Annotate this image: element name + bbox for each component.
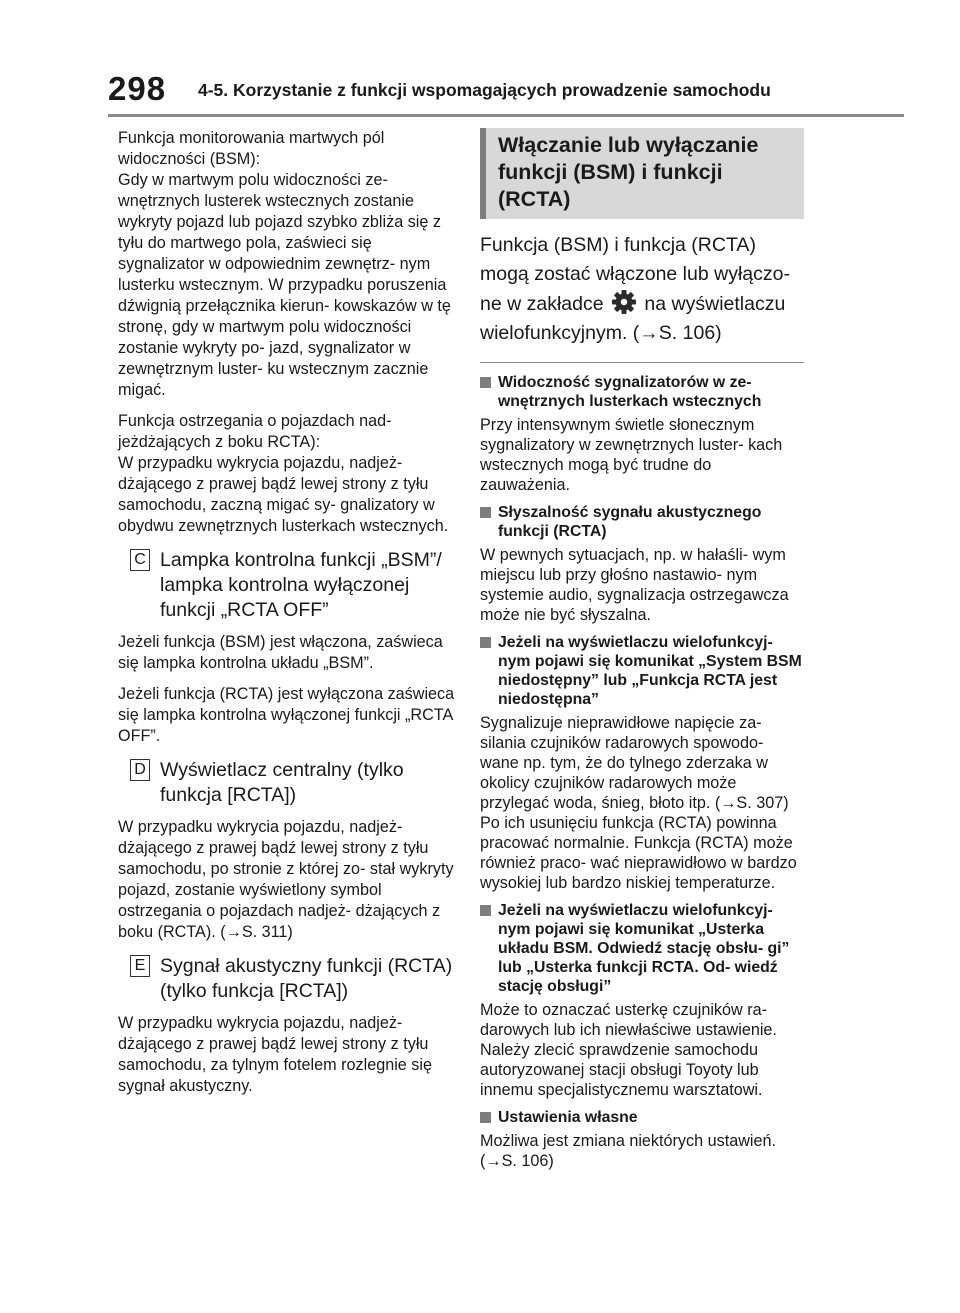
label-c-heading <box>118 548 458 623</box>
label-d-heading <box>118 758 458 808</box>
page-header <box>0 70 960 116</box>
label-e-text: W przypadku wykrycia pojazdu, nadjeż- dżającego z prawej bądź lewej strony z tyłu samochodu, za tylnym fotelem rozlegnie się sygnał akustyczny. <box>118 1014 433 1095</box>
section-title: Włączanie lub wyłączanie funkcji (BSM) i funkcji (RCTA) <box>480 128 804 219</box>
note-heading <box>480 503 804 541</box>
label-c-text-2: Jeżeli funkcja (RCTA) jest wyłączona zaświeca się lampka kontrolna wyłączonej funkcji „RCTA OFF”. <box>118 685 455 745</box>
square-bullet-icon <box>480 905 491 916</box>
note-title: Słyszalność sygnału akustycznego funkcji (RCTA) <box>498 504 762 540</box>
intro-after-icon: na wyświetlaczu wielofunkcyjnym. (→S. 106) <box>480 293 786 344</box>
label-e-box: E <box>130 955 150 977</box>
note-title: Jeżeli na wyświetlaczu wielofunkcyj- nym pojawi się komunikat „System BSM niedostępny” lub „Funkcja RCTA jest niedostępna” <box>498 634 802 708</box>
label-c-text-1: Jeżeli funkcja (BSM) jest włączona, zaświeca się lampka kontrolna układu „BSM”. <box>118 633 443 672</box>
note-text: Może to oznaczać usterkę czujników ra- darowych lub ich niewłaściwe ustawienie. Należy zlecić sprawdzenie samochodu autoryzowanej stacji obsługi Toyoty lub innemu specjalistycznemu warsztatowi. <box>480 1001 777 1099</box>
intro-before-icon: Funkcja (BSM) i funkcja (RCTA) mogą zostać włączone lub wyłączo- ne w zakładce <box>480 234 790 315</box>
section-intro <box>480 231 804 348</box>
square-bullet-icon <box>480 637 491 648</box>
rcta-text: W przypadku wykrycia pojazdu, nadjeż- dżającego z prawej bądź lewej strony z tyłu samochodu, zaczną migać sy- gnalizatory w obydwu zewnętrznych lusterkach wstecznych. <box>118 454 449 535</box>
note-heading <box>480 1108 804 1127</box>
rcta-intro: Funkcja ostrzegania o pojazdach nad- jeżdżających z boku RCTA): <box>118 412 392 451</box>
note-text: Przy intensywnym świetle słonecznym sygnalizatory w zewnętrznych luster- kach wstecznych mogą być trudne do zauważenia. <box>480 416 783 494</box>
label-d-box: D <box>130 759 150 781</box>
note-heading <box>480 633 804 709</box>
chapter-title: 4-5. Korzystanie z funkcji wspomagających prowadzenie samochodu <box>198 80 771 100</box>
square-bullet-icon <box>480 377 491 388</box>
note-title: Widoczność sygnalizatorów w ze- wnętrznych lusterkach wstecznych <box>498 374 762 410</box>
bsm-text: Gdy w martwym polu widoczności ze- wnętrznych lusterek wstecznych zostanie wykryty pojazd lub pojazd szybko zbliża się z tyłu do martwego pola, zaświeci się sygnalizator w odpowiednim zewnętrz- nym lusterku wstecznym. W przypadku poruszenia dźwignią przełącznika kierun- kowskazów w tę stronę, gdy w martwym polu widoczności zostanie wykryty po- jazd, sygnalizator w zewnętrznym luster- ku wstecznym zacznie migać. <box>118 171 451 399</box>
header-divider <box>108 114 904 117</box>
section-divider <box>480 362 804 363</box>
page-number: 298 <box>108 70 167 107</box>
note-title: Jeżeli na wyświetlaczu wielofunkcyj- nym pojawi się komunikat „Usterka układu BSM. Odwiedź stację obsłu- gi” lub „Usterka funkcji RCTA. Od- wiedź stację obsługi” <box>498 902 790 995</box>
gear-icon <box>611 289 637 315</box>
label-e-heading <box>118 954 458 1004</box>
label-c-box: C <box>130 549 150 571</box>
square-bullet-icon <box>480 1112 491 1123</box>
note-text: Możliwa jest zmiana niektórych ustawień. (→S. 106) <box>480 1132 776 1170</box>
label-e-title: Sygnał akustyczny funkcji (RCTA) (tylko funkcja [RCTA]) <box>160 955 453 1002</box>
label-d-title: Wyświetlacz centralny (tylko funkcja [RCTA]) <box>160 759 404 806</box>
label-d-text: W przypadku wykrycia pojazdu, nadjeż- dżającego z prawej bądź lewej strony z tyłu samochodu, po stronie z której zo- stał wykryty pojazd, zostanie wyświetlony symbol ostrzegania o pojazdach nadjeż- dżających z boku (RCTA). (→S. 311) <box>118 818 454 941</box>
note-text: Sygnalizuje nieprawidłowe napięcie za- silania czujników radarowych spowodo- wane np. tym, że do tylnego zderzaka w okolicy czujników radarowych może przylegać woda, śnieg, błoto itp. (→S. 307) Po ich usunięciu funkcja (RCTA) powinna pracować normalnie. Funkcja (RCTA) może również praco- wać nieprawidłowo w bardzo wysokiej lub bardzo niskiej temperaturze. <box>480 714 797 892</box>
note-title: Ustawienia własne <box>498 1109 638 1126</box>
right-column <box>480 128 804 1171</box>
note-text: W pewnych sytuacjach, np. w hałaśli- wym miejscu lub przy głośno nastawio- nym systemie audio, sygnalizacja ostrzegawcza może nie być słyszalna. <box>480 546 789 624</box>
left-column <box>118 128 458 1097</box>
bsm-intro: Funkcja monitorowania martwych pól widoczności (BSM): <box>118 129 385 168</box>
square-bullet-icon <box>480 507 491 518</box>
note-heading <box>480 901 804 996</box>
label-c-title: Lampka kontrolna funkcji „BSM”/ lampka kontrolna wyłączonej funkcji „RCTA OFF” <box>160 549 442 621</box>
note-heading <box>480 373 804 411</box>
